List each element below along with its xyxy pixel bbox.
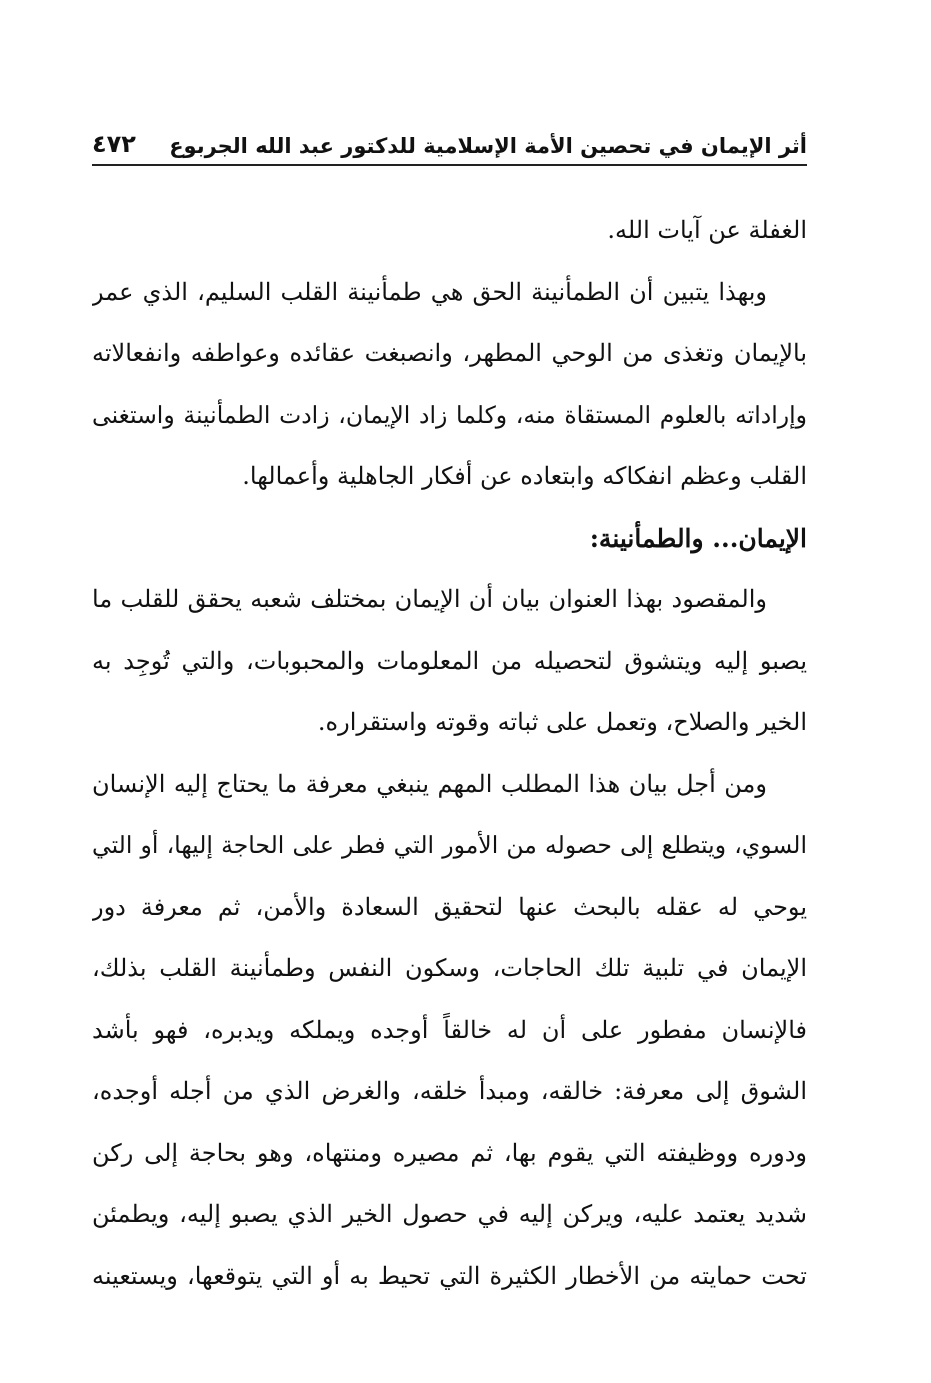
body-text (92, 200, 807, 1307)
paragraph-line: السوي، ويتطلع إلى حصوله من الأمور التي فطر على الحاجة إليها، أو التي (92, 831, 807, 859)
paragraph-line: ومن أجل بيان هذا المطلب المهم ينبغي معرفة ما يحتاج إليه الإنسان (92, 769, 767, 798)
paragraph-line: يوحي له عقله بالبحث عنها لتحقيق السعادة والأمن، ثم معرفة دور (92, 892, 807, 921)
section-heading: الإيمان... والطمأنينة: (589, 523, 807, 553)
paragraph-line: وبهذا يتبين أن الطمأنينة الحق هي طمأنينة القلب السليم، الذي عمر (92, 277, 767, 306)
paragraph-line: بالإيمان وتغذى من الوحي المطهر، وانصبغت عقائده وعواطفه وانفعالاته (92, 339, 807, 367)
paragraph-line: يصبو إليه ويتشوق لتحصيله من المعلومات والمحبوبات، والتي تُوجِد به (92, 646, 807, 675)
paragraph-line: فالإنسان مفطور على أن له خالقاً أوجده ويملكه ويدبره، فهو بأشد (92, 1015, 807, 1044)
paragraph-line: الغفلة عن آيات الله. (607, 216, 807, 244)
paragraph-line: الإيمان في تلبية تلك الحاجات، وسكون النفس وطمأنينة القلب بذلك، (92, 954, 807, 982)
paragraph-line: تحت حمايته من الأخطار الكثيرة التي تحيط به أو التي يتوقعها، ويستعينه (92, 1261, 807, 1290)
paragraph-line: والمقصود بهذا العنوان بيان أن الإيمان بمختلف شعبه يحقق للقلب ما (92, 585, 767, 613)
header-title: أثر الإيمان في تحصين الأمة الإسلامية للدكتور عبد الله الجربوع (169, 134, 807, 158)
paragraph-line: القلب وعظم انفكاكه وابتعاده عن أفكار الجاهلية وأعمالها. (242, 462, 807, 490)
paragraph-line: وإراداته بالعلوم المستقاة منه، وكلما زاد الإيمان، زادت الطمأنينة واستغنى (92, 400, 807, 429)
paragraph-line: الخير والصلاح، وتعمل على ثباته وقوته واستقراره. (317, 708, 807, 736)
paragraph-line: ودوره ووظيفته التي يقوم بها، ثم مصيره ومنتهاه، وهو بحاجة إلى ركن (92, 1138, 807, 1167)
running-header (92, 118, 807, 166)
page-number: ٤٧٢ (92, 130, 136, 158)
paragraph-line: الشوق إلى معرفة: خالقه، ومبدأ خلقه، والغرض الذي من أجله أوجده، (92, 1077, 807, 1105)
paragraph-line: شديد يعتمد عليه، ويركن إليه في حصول الخير الذي يصبو إليه، ويطمئن (92, 1200, 807, 1228)
